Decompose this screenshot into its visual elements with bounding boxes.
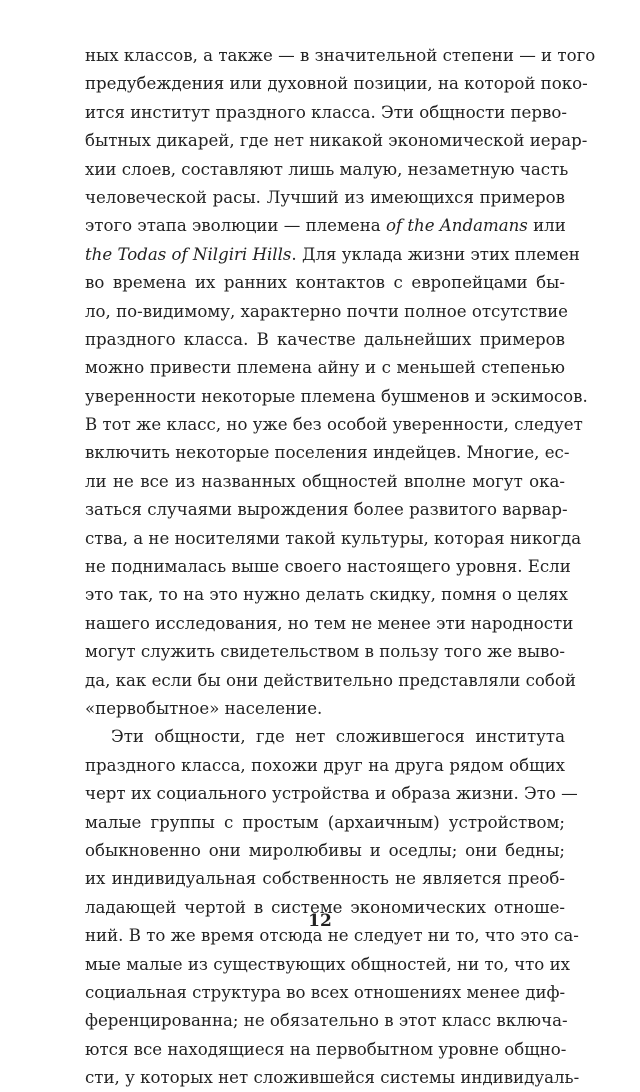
text-line: заться случаями вырождения более развитого варвар- [85, 500, 568, 520]
italic-term: of the Andamans [385, 216, 528, 236]
text-line: ний. В то же время отсюда не следует ни то, что это са- [85, 926, 579, 946]
page-number: 12 [308, 911, 332, 931]
text-line: обыкновенно они миролюбивы и оседлы; они бедны; [85, 840, 565, 860]
text-line: малые группы с простым (архаичным) устройством; [85, 812, 565, 832]
body-text [85, 42, 596, 1092]
text-line: предубеждения или духовной позиции, на которой поко- [85, 74, 588, 94]
text-segment: этого этапа эволюции — племена [85, 216, 386, 236]
text-line: не поднималась выше своего настоящего уровня. Если [85, 557, 571, 577]
text-line: В тот же класс, но уже без особой уверенности, следует [85, 415, 583, 435]
text-line: бытных дикарей, где нет никакой экономической иерар- [85, 131, 588, 151]
text-line: во времена их ранних контактов с европейцами бы- [85, 273, 565, 293]
text-line: социальная структура во всех отношениях менее диф- [85, 982, 566, 1002]
text-segment: или [527, 216, 566, 236]
paragraph-first-line: Эти общности, где нет сложившегося института [111, 727, 565, 747]
text-line: ится институт праздного класса. Эти общности перво- [85, 102, 567, 122]
text-line [85, 212, 565, 240]
text-line: праздного класса, похожи друг на друга рядом общих [85, 755, 565, 775]
text-line: ладающей чертой в системе экономических отноше- [85, 897, 565, 917]
text-line: мые малые из существующих общностей, ни то, что их [85, 954, 570, 974]
text-line: ло, по-видимому, характерно почти полное отсутствие [85, 301, 568, 321]
text-line: человеческой расы. Лучший из имеющихся примеров [85, 187, 565, 207]
text-line: ства, а не носителями такой культуры, которая никогда [85, 528, 582, 548]
text-line: черт их социального устройства и образа жизни. Это — [85, 784, 578, 804]
text-line: ференцированна; не обязательно в этот класс включа- [85, 1011, 568, 1031]
text-line: можно привести племена айну и с меньшей степенью [85, 358, 565, 378]
text-line: включить некоторые поселения индейцев. Многие, ес- [85, 443, 570, 463]
text-line: это так, то на это нужно делать скидку, помня о целях [85, 585, 569, 605]
text-line: их индивидуальная собственность не является преоб- [85, 869, 565, 889]
text-line: праздного класса. В качестве дальнейших примеров [85, 329, 565, 349]
paragraph-end-line: «первобытное» население. [85, 698, 323, 718]
italic-term: the Todas of Nilgiri Hills [85, 244, 292, 264]
text-line: ли не все из названных общностей вполне могут ока- [85, 471, 565, 491]
text-line: хии слоев, составляют лишь малую, незаметную часть [85, 159, 569, 179]
text-line: сти, у которых нет сложившейся системы индивидуаль- [85, 1068, 580, 1088]
text-line: ных классов, а также — в значительной степени — и того [85, 46, 596, 65]
text-line: нашего исследования, но тем не менее эти народности [85, 613, 574, 633]
text-line [85, 241, 580, 269]
text-segment: . Для уклада жизни этих племен [291, 244, 580, 264]
text-line: могут служить свидетельством в пользу того же выво- [85, 642, 565, 662]
text-line: ются все находящиеся на первобытном уровне общно- [85, 1039, 567, 1059]
text-line: да, как если бы они действительно представляли собой [85, 670, 576, 690]
text-line: уверенности некоторые племена бушменов и эскимосов. [85, 386, 588, 406]
